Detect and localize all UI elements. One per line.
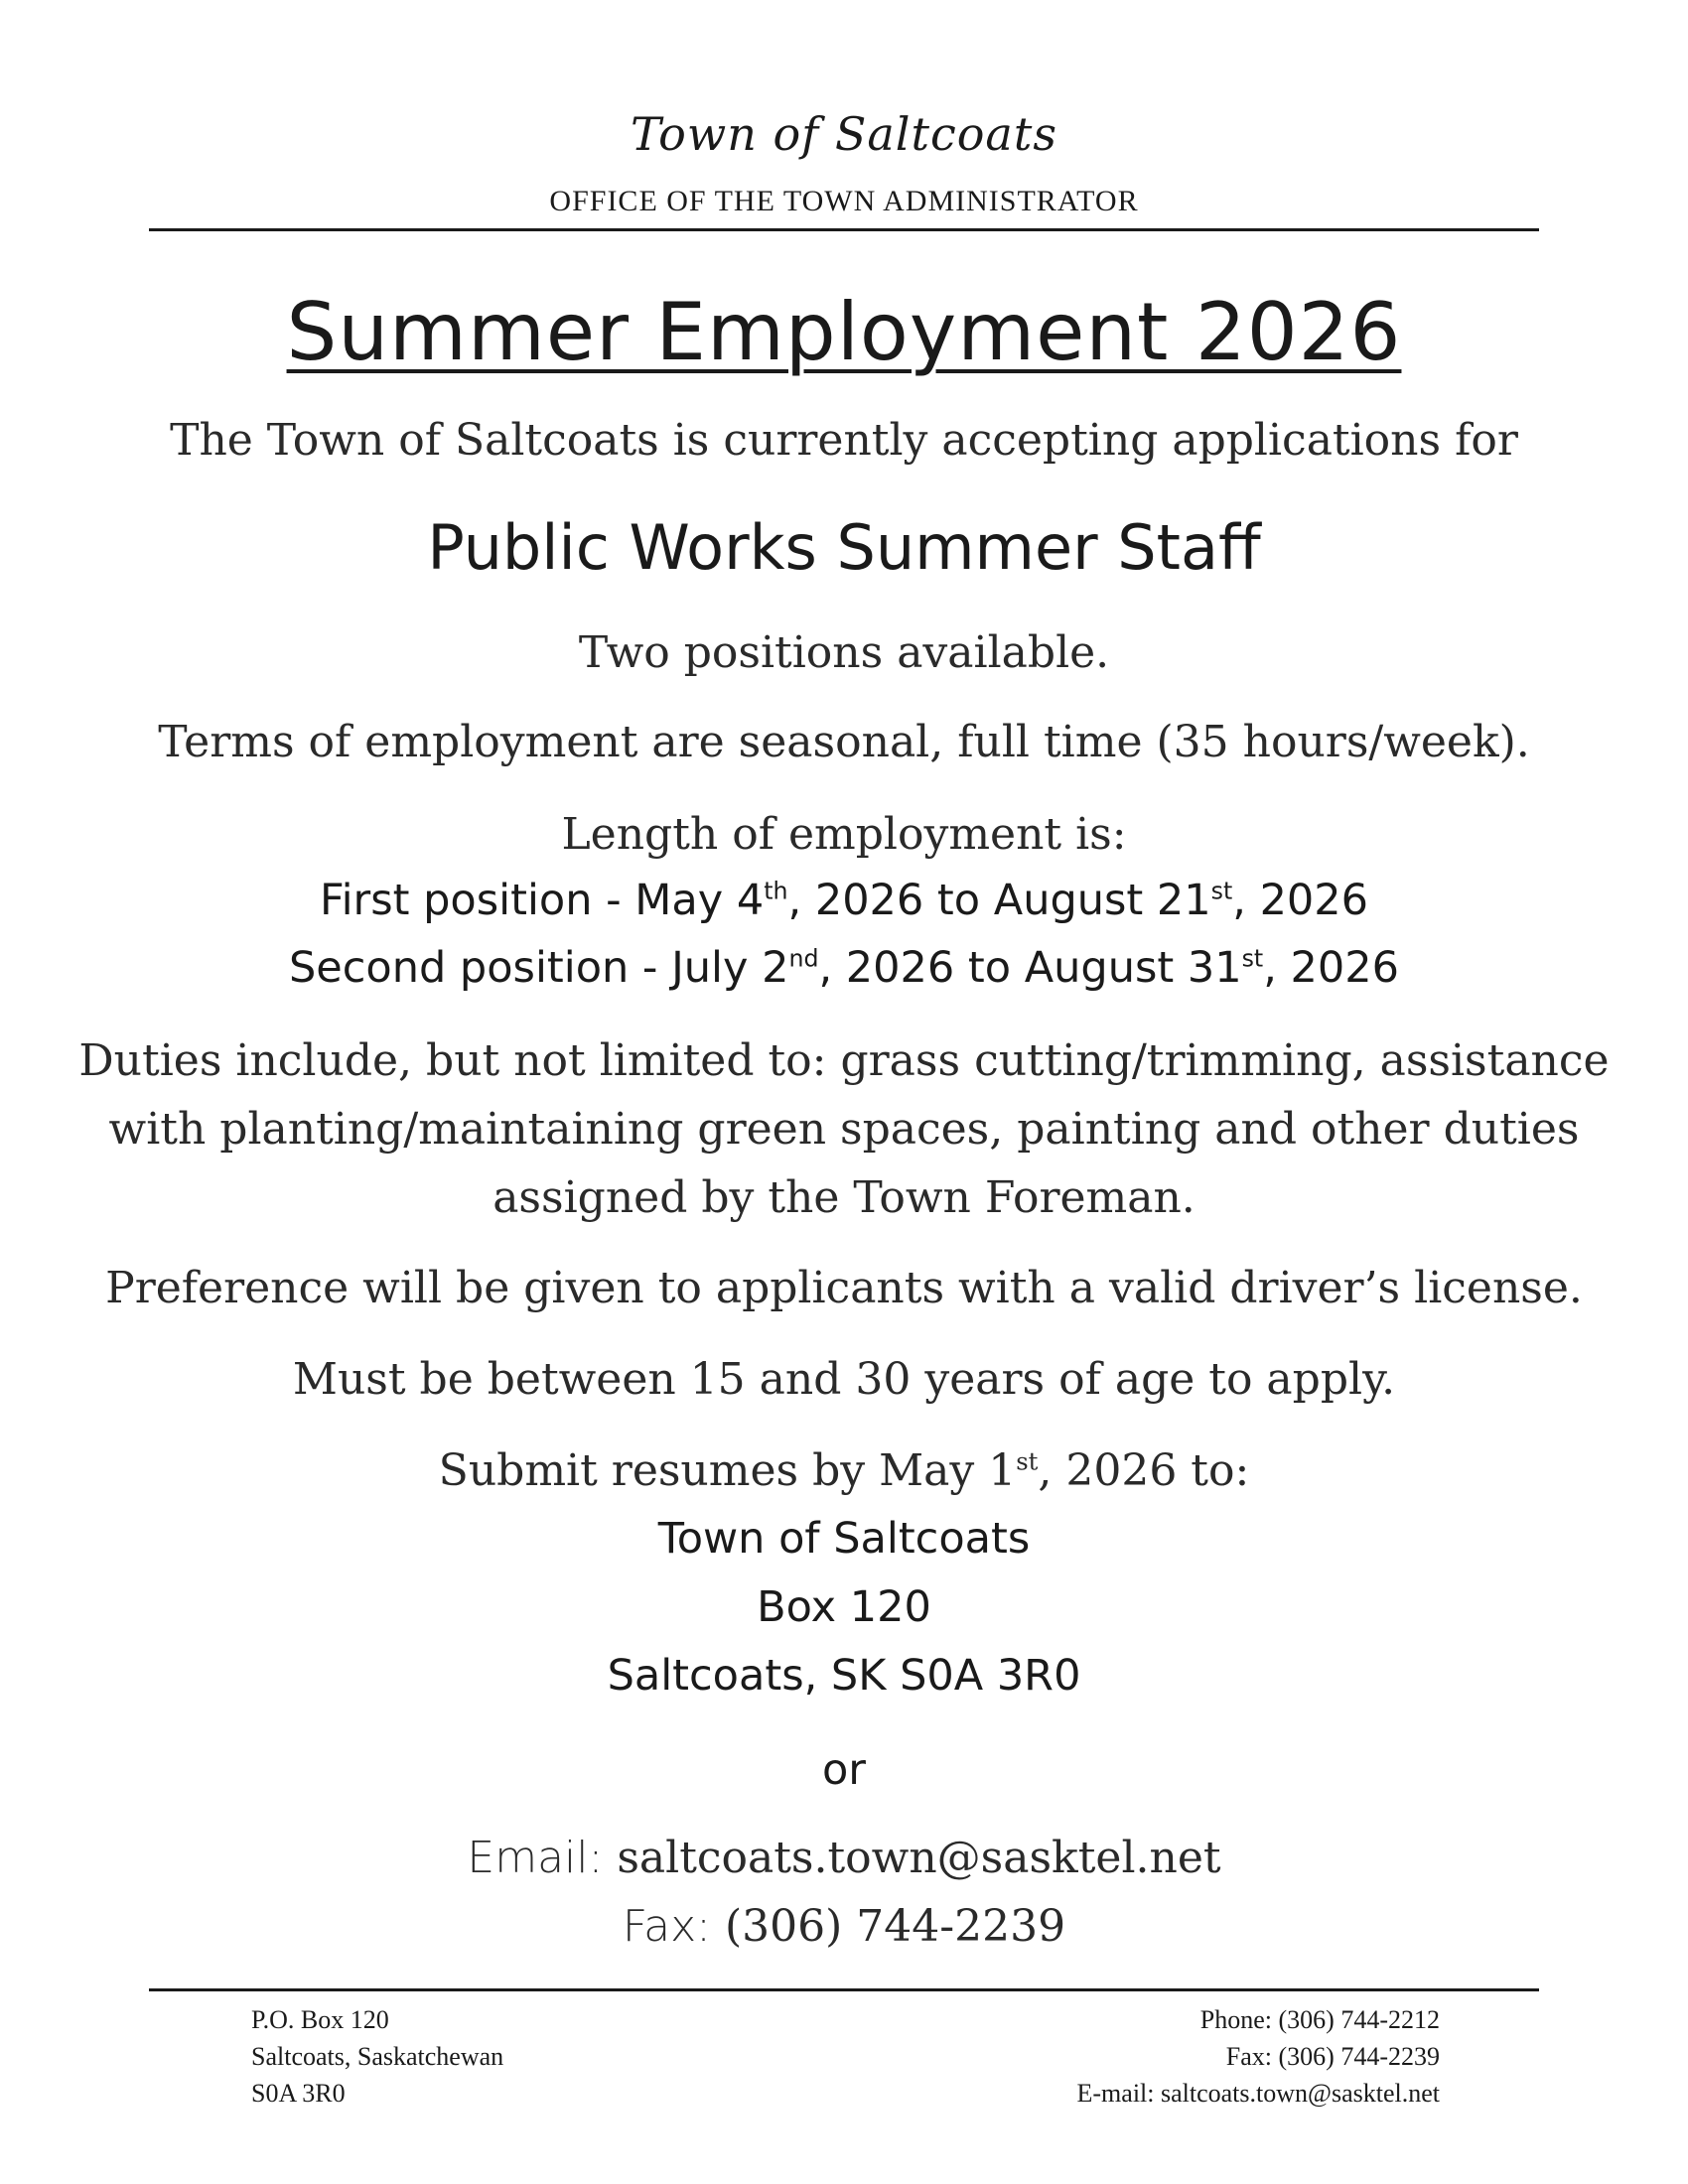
first-position-dates: First position - May 4th, 2026 to August 21st, 2026 xyxy=(319,876,1369,925)
footer-contact-info xyxy=(1077,2001,1440,2112)
position-title: Public Works Summer Staff xyxy=(427,511,1261,584)
preference-text: Preference will be given to applicants with a valid driver’s license. xyxy=(105,1263,1583,1313)
email-value[interactable]: saltcoats.town@sasktel.net xyxy=(603,1833,1221,1883)
fax-contact xyxy=(0,1901,1688,1952)
intro-text: The Town of Saltcoats is currently accepting applications for xyxy=(170,415,1518,466)
footer-divider xyxy=(149,1988,1539,1991)
positions-available: Two positions available. xyxy=(578,627,1110,678)
age-requirement: Must be between 15 and 30 years of age to apply. xyxy=(292,1354,1396,1405)
email-contact xyxy=(0,1833,1688,1883)
footer-email[interactable]: E-mail: saltcoats.town@sasktel.net xyxy=(1076,2079,1440,2108)
letterhead-office: OFFICE OF THE TOWN ADMINISTRATOR xyxy=(549,185,1139,217)
submit-deadline: Submit resumes by May 1st, 2026 to: xyxy=(438,1445,1250,1496)
or-separator: or xyxy=(822,1745,866,1795)
terms-text: Terms of employment are seasonal, full time (35 hours/week). xyxy=(158,717,1530,767)
duties-line-1: Duties include, but not limited to: grass cutting/trimming, assistance xyxy=(78,1035,1610,1086)
address-line-3: Saltcoats, SK S0A 3R0 xyxy=(607,1651,1081,1701)
footer-left-line: P.O. Box 120 xyxy=(251,2005,389,2034)
header-divider xyxy=(149,228,1539,231)
footer-phone: Phone: (306) 744-2212 xyxy=(1199,2005,1440,2034)
length-intro: Length of employment is: xyxy=(561,809,1127,860)
letterhead-town-name: Town of Saltcoats xyxy=(631,107,1057,161)
fax-label: Fax: xyxy=(622,1901,711,1952)
email-label: Email: xyxy=(467,1833,604,1883)
duties-line-3: assigned by the Town Foreman. xyxy=(492,1172,1196,1223)
fax-value: (306) 744-2239 xyxy=(710,1901,1066,1952)
address-line-2: Box 120 xyxy=(757,1582,931,1632)
headline: Summer Employment 2026 xyxy=(286,286,1402,378)
address-line-1: Town of Saltcoats xyxy=(657,1514,1031,1564)
footer-left-line: Saltcoats, Saskatchewan xyxy=(251,2042,504,2071)
footer-mailing-address xyxy=(251,2001,503,2112)
footer-fax: Fax: (306) 744-2239 xyxy=(1225,2042,1440,2071)
second-position-dates: Second position - July 2nd, 2026 to August 31st, 2026 xyxy=(289,943,1399,993)
duties-line-2: with planting/maintaining green spaces, painting and other duties xyxy=(108,1104,1580,1155)
footer-left-line: S0A 3R0 xyxy=(251,2079,346,2108)
